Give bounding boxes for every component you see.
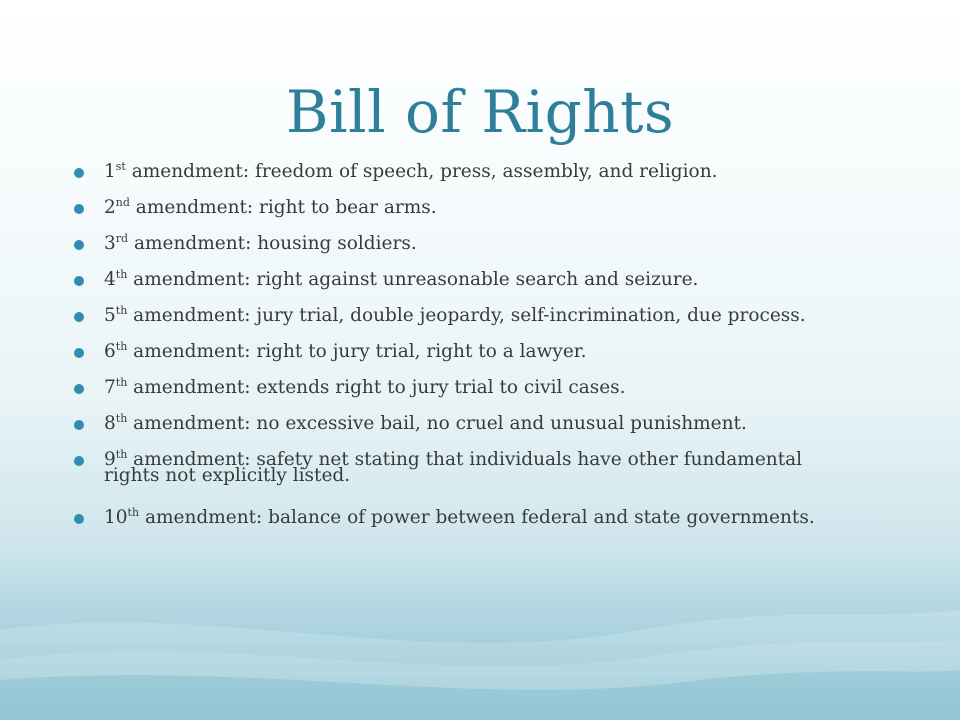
amendment-number: 9 <box>104 449 116 470</box>
ordinal-suffix: nd <box>115 195 130 209</box>
list-item <box>72 231 932 270</box>
list-item <box>72 505 932 544</box>
amendment-text: amendment: housing soldiers. <box>128 233 417 254</box>
bullet-icon <box>74 348 84 358</box>
amendment-text-continued: rights not explicitly listed. <box>104 465 351 486</box>
amendment-text: amendment: safety net stating that individuals have other fundamental <box>127 449 803 470</box>
amendment-number: 5 <box>104 305 116 326</box>
bullet-icon <box>74 456 84 466</box>
list-item <box>72 267 932 306</box>
amendment-text: amendment: jury trial, double jeopardy, self-incrimination, due process. <box>127 305 806 326</box>
list-item <box>72 411 932 450</box>
amendment-number: 10 <box>104 507 128 528</box>
amendment-text: amendment: right against unreasonable search and seizure. <box>127 269 699 290</box>
bullet-icon <box>74 204 84 214</box>
bullet-icon <box>74 384 84 394</box>
amendment-number: 6 <box>104 341 116 362</box>
amendment-text: amendment: extends right to jury trial to civil cases. <box>127 377 626 398</box>
amendment-text: amendment: no excessive bail, no cruel and unusual punishment. <box>127 413 747 434</box>
amendment-text: amendment: right to jury trial, right to a lawyer. <box>127 341 587 362</box>
bullet-icon <box>74 240 84 250</box>
amendment-number: 2 <box>104 197 116 218</box>
list-item <box>72 339 932 378</box>
amendment-text: amendment: right to bear arms. <box>129 197 437 218</box>
amendment-number: 4 <box>104 269 116 290</box>
ordinal-suffix: th <box>115 303 128 317</box>
bullet-icon <box>74 276 84 286</box>
list-item <box>72 447 932 508</box>
ordinal-suffix: th <box>115 411 128 425</box>
ordinal-suffix: th <box>115 339 128 353</box>
list-item <box>72 195 932 234</box>
bullet-icon <box>74 168 84 178</box>
amendment-number: 1 <box>104 161 116 182</box>
amendment-number: 3 <box>104 233 116 254</box>
list-item <box>72 303 932 342</box>
bullet-icon <box>74 420 84 430</box>
slide-title: Bill of Rights <box>285 78 675 146</box>
ordinal-suffix: th <box>127 505 140 519</box>
wave-decoration <box>0 560 960 720</box>
amendment-text: amendment: freedom of speech, press, assembly, and religion. <box>125 161 718 182</box>
amendment-number: 7 <box>104 377 116 398</box>
bullet-icon <box>74 514 84 524</box>
list-item <box>72 375 932 414</box>
ordinal-suffix: th <box>115 447 128 461</box>
ordinal-suffix: th <box>115 267 128 281</box>
amendment-number: 8 <box>104 413 116 434</box>
ordinal-suffix: rd <box>115 231 129 245</box>
bullet-icon <box>74 312 84 322</box>
ordinal-suffix: st <box>115 159 126 173</box>
list-item <box>72 159 932 198</box>
amendment-text: amendment: balance of power between federal and state governments. <box>139 507 815 528</box>
amendment-list <box>72 159 932 544</box>
ordinal-suffix: th <box>115 375 128 389</box>
